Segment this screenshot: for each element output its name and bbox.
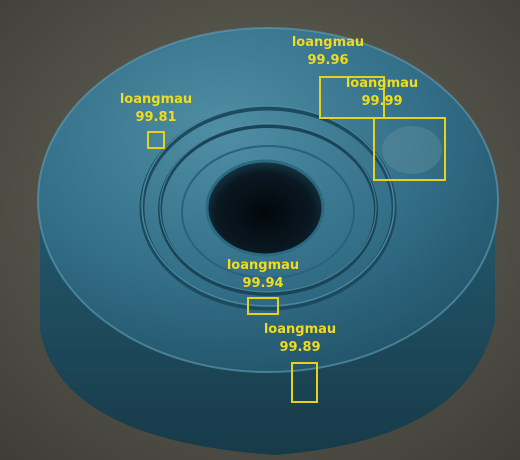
detection-class: loangmau: [119, 92, 193, 107]
detection-score: 99.96: [307, 53, 349, 68]
detection-class: loangmau: [226, 258, 300, 273]
detection-label: [240, 321, 360, 357]
detection-class: loangmau: [345, 76, 419, 91]
detection-box: [373, 117, 446, 181]
detection-box: [147, 131, 165, 149]
detection-class: loangmau: [291, 35, 365, 50]
detection-label: [203, 257, 323, 293]
detection-box: [247, 297, 279, 315]
detection-score: 99.81: [135, 110, 177, 125]
detection-label: [322, 75, 442, 111]
detection-label: [96, 91, 216, 127]
detection-box: [291, 362, 318, 403]
detection-label: [268, 34, 388, 70]
detection-score: 99.94: [242, 276, 284, 291]
detection-class: loangmau: [263, 322, 337, 337]
detection-score: 99.99: [361, 94, 403, 109]
detection-score: 99.89: [279, 340, 321, 355]
